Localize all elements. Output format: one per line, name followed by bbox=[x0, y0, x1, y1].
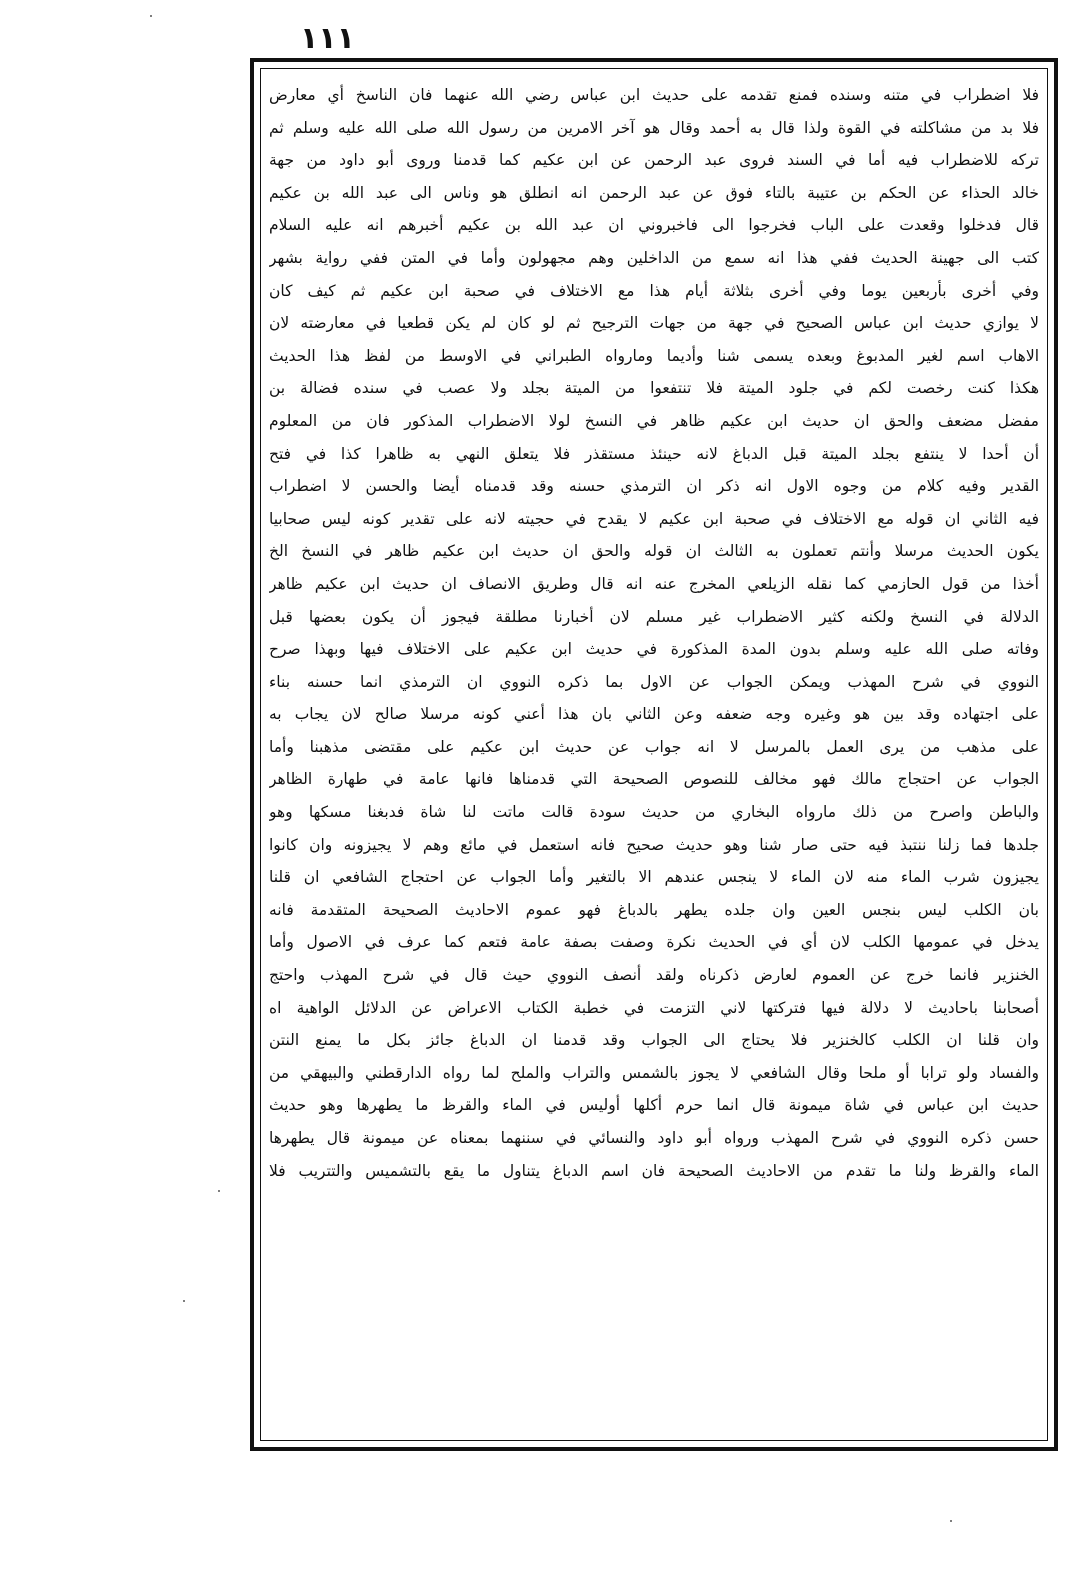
scan-speck bbox=[950, 1520, 952, 1522]
text-line: يدخل في عمومها الكلب لان أي في الحديث نكرة وصفت بصفة عامة فتعم كما عرف في الاصول وأما bbox=[269, 933, 1039, 952]
text-line: تركه للاضطراب فيه أما في السند فروى عبد الرحمن عن ابن عكيم كما قدمنا وروى أبو داود من جهة bbox=[269, 151, 1039, 170]
text-line: والفساد ولو ترابا أو ملحا وقال الشافعي لا يجوز بالشمس والتراب والملح لما رواه الدارقطني والبيهقي من bbox=[269, 1063, 1039, 1082]
text-line: أن أحدا لا ينتفع بجلد الميتة قبل الدباغ لانه حينئذ مستقذر فلا يتعلق النهي به ظاهرا كذا في فتح bbox=[269, 444, 1039, 463]
text-line: يكون الحديث مرسلا وأنتم تعملون به الثالث ان قوله والحق ان حديث ابن عكيم ظاهر في النسخ الخ bbox=[269, 542, 1039, 561]
text-line: حسن ذكره النووي في شرح المهذب ورواه أبو داود والنسائي في سننهما بمعناه عن ميمونة قال يطهرها bbox=[269, 1129, 1039, 1147]
text-line: الجواب عن احتجاج مالك فهو مخالف للنصوص الصحيحة التي قدمناها فانها عامة في طهارة الظاهر bbox=[269, 770, 1039, 789]
page-border-inner bbox=[260, 68, 1048, 1441]
page-border-outer bbox=[250, 58, 1058, 1451]
text-line: فيه الثاني ان قوله مع الاختلاف في صحبة ابن عكيم لا يقدح في حجيته لانه على تقدير كونه ليس صحابيا bbox=[269, 509, 1039, 528]
text-line: القدير وفيه كلام من وجوه الاول انه ذكر ان الترمذي حسنه وقد قدمناه أيضا والحسن لا اضطراب bbox=[269, 477, 1039, 496]
text-line: الاهاب اسم لغير المدبوغ وبعده يسمى شنا وأديما ومارواه الطبراني في الاوسط من لفظ هذا الحديث bbox=[269, 346, 1039, 365]
text-line: الدلالة في النسخ ولكنه كثير الاضطراب غير مسلم لان أخبارنا مطلقة فيجوز أن يكون بعضها قبل bbox=[269, 607, 1039, 626]
text-line: النووي في شرح المهذب ويمكن الجواب عن الاول بما ذكره النووي ان الترمذي انما حسنه بناء bbox=[269, 672, 1039, 691]
text-line: الماء والقرظ ولنا ما تقدم من الاحاديث الصحيحة فان اسم الدباغ يتناول ما يقع بالتشميس والتتريب فلا bbox=[269, 1161, 1039, 1180]
text-line: على مذهب من يرى العمل بالمرسل لا انه جواب عن حديث ابن عكيم على مقتضى مذهبنا وأما bbox=[269, 737, 1039, 756]
text-line: وان قلنا ان الكلب كالخنزير فلا يحتاج الى الجواب وقد قدمنا ان الدباغ جائز بكل ما يمنع النتن bbox=[269, 1031, 1039, 1050]
scan-speck bbox=[183, 1300, 185, 1302]
text-line: والباطن واصرح من ذلك مارواه البخاري من حديث سودة قالت ماتت لنا شاة فدبغنا مسكها وهو bbox=[269, 803, 1039, 822]
text-line: فلا بد من مشاكلته في القوة ولذا قال به أحمد وقال هو آخر الامرين من رسول الله صلى الله عليه وسلم ثم bbox=[269, 118, 1039, 137]
scan-speck bbox=[218, 1190, 220, 1192]
text-line: أصحابنا باحاديث لا دلالة فيها فتركتها لاني التزمت في خطبة الكتاب الاعراض عن الدلائل الواهية اه bbox=[269, 998, 1039, 1017]
page-number: ١١١ bbox=[300, 21, 355, 56]
text-line: مفضل مضعف والحق ان حديث ابن عكيم ظاهر في النسخ لولا الاضطراب المذكور فان من المعلوم bbox=[269, 411, 1039, 430]
text-line: كتب الى جهينة الحديث ففي هذا انه سمع من الداخلين وهم مجهولون وأما في المتن ففي رواية بشهر bbox=[269, 248, 1039, 267]
text-line: أخذا من قول الحازمي كما نقله الزيلعي المخرج عنه انه قال وطريق الانصاف ان حديث ابن عكيم ظاهر bbox=[269, 574, 1039, 593]
text-line: خالد الحذاء عن الحكم بن عتيبة بالتاء فوق عن عبد الرحمن انه انطلق هو وناس الى عبد الله بن عكيم bbox=[269, 183, 1039, 202]
text-line: الخنزير فانما خرج عن العموم لعارض ذكرناه ولقد أنصف النووي حيث قال في شرح المهذب واحتج bbox=[269, 966, 1039, 985]
text-line: لا يوازي حديث ابن عباس الصحيح في جهة من جهات الترجيح ثم لو كان لم يكن قطعيا في معارضته لان bbox=[269, 314, 1039, 333]
text-line: حديث ابن عباس في شاة ميمونة قال انما حرم أكلها أوليس في الماء والقرظ ما يطهرها وهو حديث bbox=[269, 1096, 1039, 1115]
text-line: على اجتهاده وقد بين هو وغيره وجه ضعفه وعن الثاني بان هذا أعني كونه مرسلا صالح لان يجاب به bbox=[269, 705, 1039, 724]
text-line: فلا اضطراب في متنه وسنده فمنع تقدمه على حديث ابن عباس رضي الله عنهما فان الناسخ أي معارض bbox=[269, 86, 1039, 104]
scan-speck bbox=[150, 15, 152, 17]
text-line: هكذا كنت رخصت لكم في جلود الميتة فلا تنتفعوا من الميتة بجلد ولا عصب في سنده فضالة بن bbox=[269, 379, 1039, 398]
text-line: بان الكلب ليس بنجس العين وان جلده يطهر بالدباغ فهو عموم الاحاديث الصحيحة المتقدمة فانه bbox=[269, 900, 1039, 919]
text-line: وفي أخرى بأربعين يوما وفي أخرى بثلاثة أيام هذا مع الاختلاف في صحبة ابن عكيم ثم كيف كان bbox=[269, 281, 1039, 300]
text-line: قال فدخلوا وقعدت على الباب فخرجوا الى فاخبروني ان عبد الله بن عكيم أخبرهم انه عليه السلام bbox=[269, 216, 1039, 235]
text-body bbox=[269, 79, 1039, 1187]
text-line: يجيزون شرب الماء منه لان الماء لا ينجس عندهم الا بالتغير وأما الجواب عن احتجاج الشافعي ان قلنا bbox=[269, 868, 1039, 887]
text-line: وفاته صلى الله عليه وسلم بدون المدة المذكورة في حديث ابن عكيم على الاختلاف فيها وبهذا صرح bbox=[269, 640, 1039, 659]
text-line: جلدها فما زلنا ننتبذ فيه حتى صار شنا وهو حديث صحيح فانه استعمل في مائع وهم لا يجيزونه وان كانوا bbox=[269, 835, 1039, 854]
